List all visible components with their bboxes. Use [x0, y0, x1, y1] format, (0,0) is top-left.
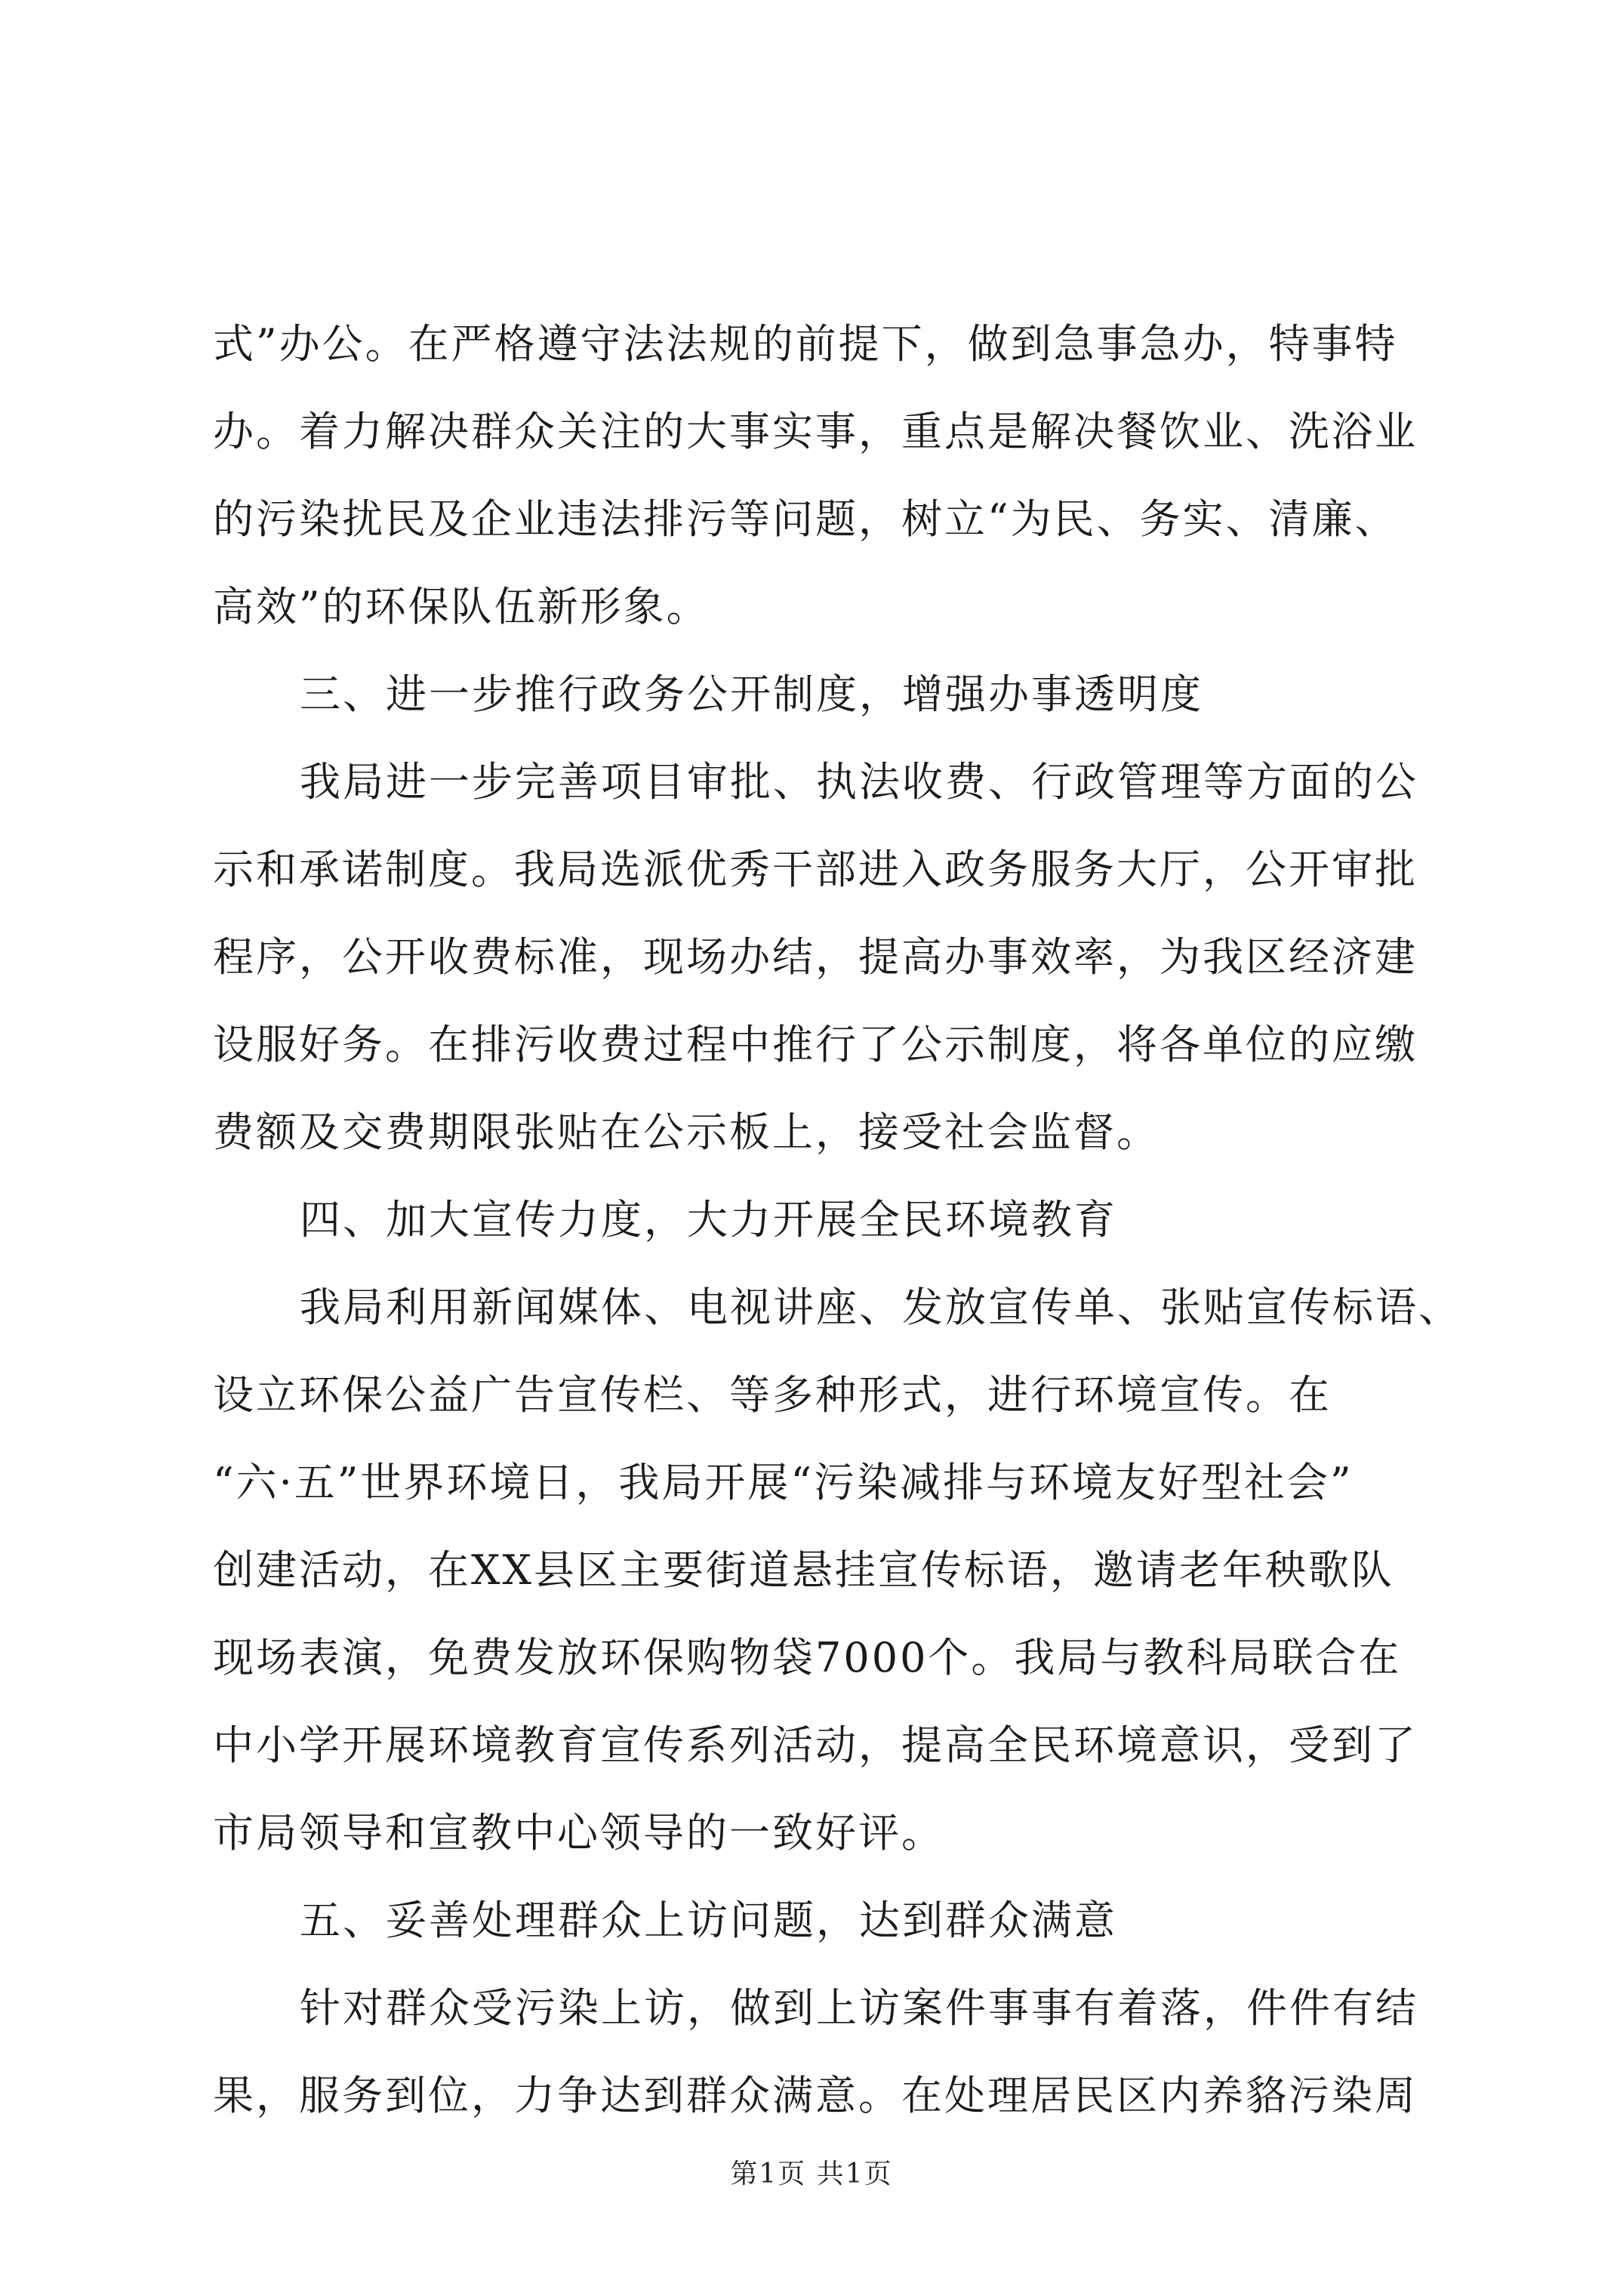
document-body: [213, 300, 1461, 2140]
text-line: 果，服务到位，力争达到群众满意。在处理居民区内养貉污染周: [213, 2072, 1418, 2119]
text-line: “六·五”世界环境日，我局开展“污染减排与环境友好型社会”: [213, 1459, 1354, 1506]
text-line: 创建活动，在XX县区主要街道悬挂宣传标语，邀请老年秧歌队: [213, 1546, 1394, 1594]
text-line: 针对群众受污染上访，做到上访案件事事有着落，件件有结: [300, 1984, 1418, 2032]
text-line: 的污染扰民及企业违法排污等问题，树立“为民、务实、清廉、: [213, 495, 1398, 543]
text-line: 现场表演，免费发放环保购物袋7000个。我局与教科局联合在: [213, 1634, 1402, 1681]
text-line: 我局利用新闻媒体、电视讲座、发放宣传单、张贴宣传标语、: [300, 1284, 1461, 1331]
text-line: 高效”的环保队伍新形象。: [213, 583, 710, 630]
text-line: 设立环保公益广告宣传栏、等多种形式，进行环境宣传。在: [213, 1371, 1332, 1419]
text-line: 费额及交费期限张贴在公示板上，接受社会监督。: [213, 1108, 1160, 1156]
text-line: 市局领导和宣教中心领导的一致好评。: [213, 1809, 944, 1857]
text-line: 办。着力解决群众关注的大事实事，重点是解决餐饮业、洗浴业: [213, 408, 1418, 455]
section-heading: 四、加大宣传力度，大力开展全民环境教育: [300, 1196, 1117, 1244]
text-line: 示和承诺制度。我局选派优秀干部进入政务服务大厅，公开审批: [213, 846, 1418, 893]
section-heading: 五、妥善处理群众上访问题，达到群众满意: [300, 1897, 1117, 1944]
text-line: 程序，公开收费标准，现场办结，提高办事效率，为我区经济建: [213, 933, 1418, 981]
text-line: 设服好务。在排污收费过程中推行了公示制度，将各单位的应缴: [213, 1021, 1418, 1068]
text-line: 式”办公。在严格遵守法法规的前提下，做到急事急办，特事特: [213, 320, 1398, 368]
text-line: 中小学开展环境教育宣传系列活动，提高全民环境意识，受到了: [213, 1721, 1418, 1769]
text-line: 我局进一步完善项目审批、执法收费、行政管理等方面的公: [300, 758, 1418, 806]
page-footer: 第1页 共1页: [730, 2159, 893, 2190]
section-heading: 三、进一步推行政务公开制度，增强办事透明度: [300, 670, 1203, 718]
